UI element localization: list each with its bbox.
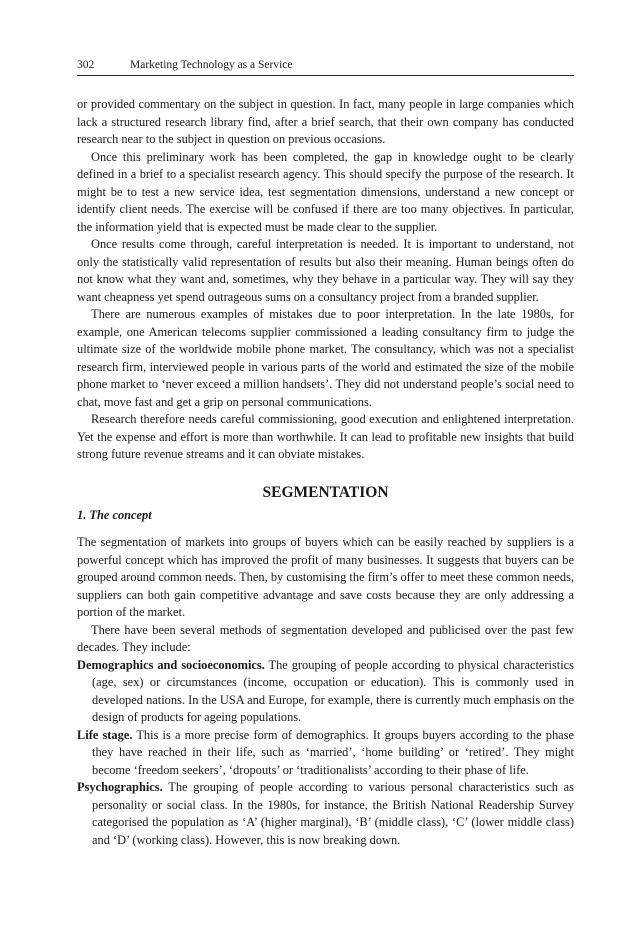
list-item-life-stage [77, 727, 574, 780]
list-item-term: Life stage. [77, 727, 133, 742]
paragraph: There have been several methods of segmentation developed and publicised over the past few decades. They include: [77, 622, 574, 654]
running-header [77, 58, 574, 76]
paragraph: Once this preliminary work has been completed, the gap in knowledge ought to be clearly defined in a brief to a specialist research agency. This should specify the purpose of the research. It might be to test a new service idea, test segmentation dimensions, understand a new concept or identify client needs. The exercise will be confused if there are too many objectives. In particular, the information yield that is expected must be made clear to the supplier. [77, 149, 574, 234]
list-item-text: The grouping of people according to physical characteristics (age, sex) or circumstances (income, occupation or education). This is commonly used in developed nations. In the USA and Europe, for example, there is currently much emphasis on the design of products for ageing populations. [92, 657, 574, 724]
paragraph: Research therefore needs careful commissioning, good execution and enlightened interpretation. Yet the expense and effort is more than worthwhile. It can lead to profitable new insights that build strong future revenue streams and it can obviate mistakes. [77, 412, 574, 461]
section-heading: SEGMENTATION [262, 483, 389, 501]
list-item-demographics [77, 657, 574, 727]
paragraph-continued: or provided commentary on the subject in question. In fact, many people in large companies which lack a structured research library find, after a brief search, that their own company has conducted research near to the subject in question on previous occasions. [77, 97, 574, 146]
paragraph: Once results come through, careful interpretation is needed. It is important to understand, not only the statistically valid representation of results but also their meaning. Human beings often do not know what they want and, sometimes, why they behave in a particular way. They will say they want cheapness yet spend outrageous sums on a consultancy project from a branded supplier. [77, 237, 574, 304]
paragraph: There are numerous examples of mistakes due to poor interpretation. In the late 1980s, for example, one American telecoms supplier commissioned a leading consultancy firm to judge the ultimate size of the worldwide mobile phone market. The consultancy, which was not a specialist research firm, interviewed people in various parts of the world and estimated the size of the mobile phone market to ‘never exceed a million handsets’. They did not understand people’s social need to chat, move fast and get a grip on personal communications. [77, 307, 574, 409]
page-body [77, 96, 574, 849]
page-number: 302 [77, 59, 95, 71]
list-item-psychographics [77, 779, 574, 849]
list-item-text: The grouping of people according to various personal characteristics such as personality or social class. In the 1980s, for instance, the British National Readership Survey categorised the population as ‘A’ (higher marginal), ‘B’ (middle class), ‘C’ (lower middle class) and ‘D’ (working class). However, this is now breaking down. [92, 780, 575, 847]
list-item-term: Demographics and socioeconomics. [77, 657, 265, 672]
paragraph: The segmentation of markets into groups of buyers which can be easily reached by suppliers is a powerful concept which has improved the profit of many businesses. It suggests that buyers can be grouped around common needs. Then, by customising the firm’s offer to meet these common needs, suppliers can both gain competitive advantage and save costs because they are only addressing a portion of the market. [77, 535, 574, 619]
sub-heading: 1. The concept [77, 507, 152, 522]
list-item-term: Psychographics. [77, 780, 163, 794]
list-item-text: This is a more precise form of demographics. It groups buyers according to the phase they have reached in their life, such as ‘married’, ‘home building’ or ‘retired’. They might become ‘freedom seekers’, ‘dropouts’ or ‘traditionalists’ according to their phase of life. [92, 727, 574, 777]
book-title: Marketing Technology as a Service [130, 59, 293, 71]
